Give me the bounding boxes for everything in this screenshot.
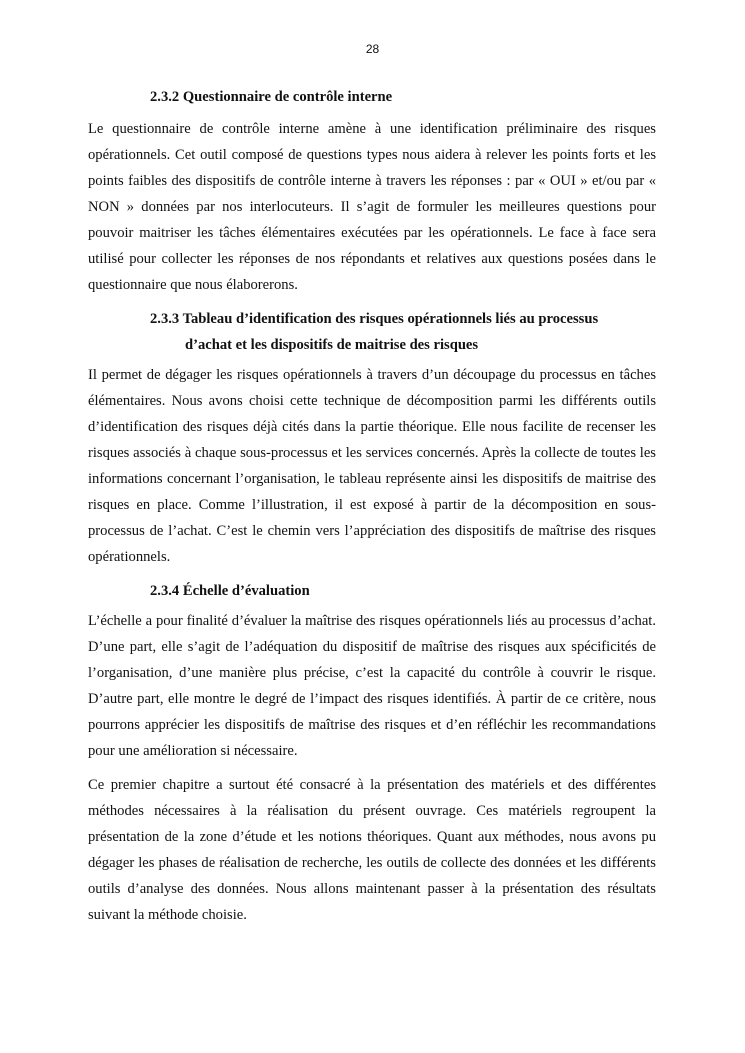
page-number: 28: [365, 42, 380, 56]
paragraph-echelle-evaluation: L’échelle a pour finalité d’évaluer la maîtrise des risques opérationnels liés au processus d’achat. D’une part, elle s’agit de l’adéquation du dispositif de maîtrise des risques aux spécificités de l’organisation, d’une manière plus précise, c’est la capacité du contrôle à couvrir le risque. D’autre part, elle montre le degré de l’impact des risques identifiés. À partir de ce critère, nous pourrons apprécier les dispositifs de maîtrise des risques et d’en réfléchir les recommandations pour une amélioration si nécessaire.: [88, 613, 656, 759]
paragraph-questionnaire: Le questionnaire de contrôle interne amène à une identification préliminaire des risques opérationnels. Cet outil composé de questions types nous aidera à relever les points forts et les points faibles des dispositifs de contrôle interne à travers les réponses : par « OUI » et/ou par « NON » données par nos interlocuteurs. Il s’agit de formuler les meilleures questions pour pouvoir maitriser les tâches élémentaires exécutées par les opérationnels. Le face à face sera utilisé pour collecter les réponses de nos répondants et relatives aux questions posées dans le questionnaire que nous élaborerons.: [88, 121, 656, 293]
paragraph-tableau-identification: Il permet de dégager les risques opérationnels à travers d’un découpage du processus en tâches élémentaires. Nous avons choisi cette technique de décomposition parmi les différents outils d’identification des risques déjà cités dans la partie théorique. Elle nous facilite de recenser les risques associés à chaque sous-processus et les services concernés. Après la collecte de toutes les informations concernant l’organisation, le tableau représente ainsi les dispositifs de maitrise des risques en place. Comme l’illustration, il est exposé à partir de la décomposition en sous-processus de l’achat. C’est le chemin vers l’appréciation des dispositifs de maîtrise des risques opérationnels.: [88, 367, 656, 565]
section-heading-2-3-3: [88, 306, 656, 358]
document-body: [88, 84, 656, 928]
section-heading-2-3-4: 2.3.4 Échelle d’évaluation: [150, 583, 310, 599]
paragraph-chapter-conclusion: Ce premier chapitre a surtout été consacré à la présentation des matériels et des différentes méthodes nécessaires à la réalisation du présent ouvrage. Ces matériels regroupent la présentation de la zone d’étude et les notions théoriques. Quant aux méthodes, nous avons pu dégager les phases de réalisation de recherche, les outils de collecte des données et les différents outils d’analyse des données. Nous allons maintenant passer à la présentation des résultats suivant la méthode choisie.: [88, 777, 656, 923]
section-heading-2-3-3-line2: d’achat et les dispositifs de maitrise des risques: [185, 337, 479, 353]
section-heading-2-3-3-line1: 2.3.3 Tableau d’identification des risques opérationnels liés au processus: [150, 311, 599, 327]
section-heading-2-3-2: 2.3.2 Questionnaire de contrôle interne: [150, 89, 393, 105]
